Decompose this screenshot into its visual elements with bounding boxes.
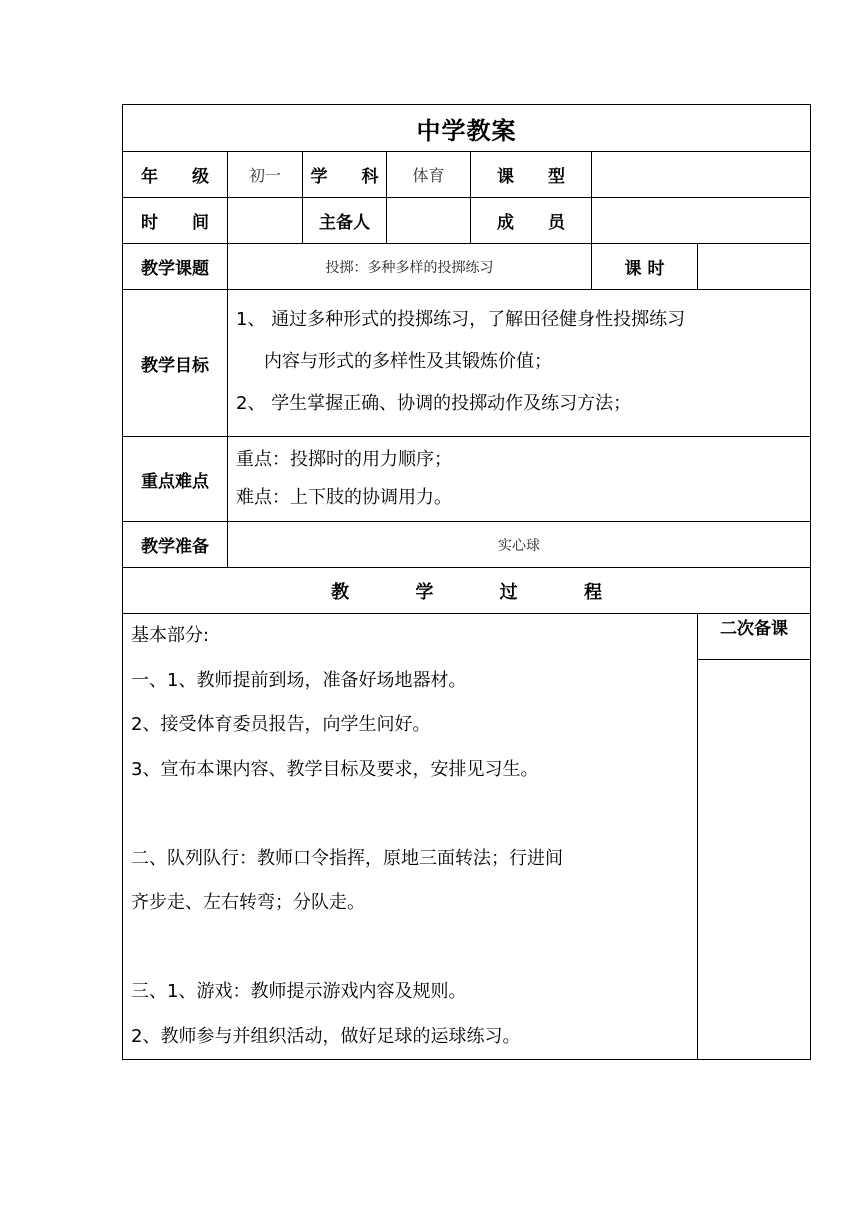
- lesson-type-value: [592, 152, 811, 198]
- process-line: 三、1、游戏：教师提示游戏内容及规则。: [131, 981, 467, 1002]
- members-value: [592, 198, 811, 244]
- lesson-type-label: 课 型: [471, 152, 592, 198]
- goals-content: [228, 290, 811, 437]
- hours-value: [698, 244, 811, 290]
- time-value: [228, 198, 303, 244]
- topic-label: 教学课题: [123, 244, 228, 290]
- second-prep-label: 二次备课: [698, 614, 810, 660]
- prep-value: 实心球: [228, 522, 811, 568]
- key-point: 重点：投掷时的用力顺序；: [236, 449, 452, 470]
- process-line: 2、接受体育委员报告，向学生问好。: [131, 714, 431, 735]
- time-label: 时 间: [123, 198, 228, 244]
- topic-value: 投掷：多种多样的投掷练习: [228, 244, 592, 290]
- process-line: [123, 926, 697, 971]
- goal-line-1-continued: 内容与形式的多样性及其锻炼价值；: [264, 351, 552, 372]
- grade-label: 年 级: [123, 152, 228, 198]
- key-points-label: 重点难点: [123, 437, 228, 522]
- process-line: 基本部分:: [131, 625, 210, 646]
- members-label: 成 员: [471, 198, 592, 244]
- grade-value: 初一: [228, 152, 303, 198]
- process-line: 齐步走、左右转弯；分队走。: [131, 892, 365, 913]
- process-heading-char: 程: [583, 581, 602, 603]
- process-line: 一、1、教师提前到场，准备好场地器材。: [131, 669, 467, 691]
- subject-label: 学 科: [303, 152, 387, 198]
- process-line: 3、宣布本课内容、教学目标及要求，安排见习生。: [131, 758, 539, 780]
- process-heading-char: 过: [499, 581, 518, 603]
- hours-label: 课 时: [592, 244, 698, 290]
- key-points-content: [228, 437, 811, 522]
- preparer-label: 主备人: [303, 198, 387, 244]
- process-line: [123, 792, 697, 837]
- process-line: 二、队列队行：教师口令指挥，原地三面转法；行进间: [131, 847, 563, 869]
- document-title: 中学教案: [123, 105, 811, 152]
- goals-label: 教学目标: [123, 290, 228, 437]
- difficulty-point: 难点：上下肢的协调用力。: [236, 487, 452, 508]
- process-heading-char: 学: [415, 581, 434, 603]
- subject-value: 体育: [387, 152, 471, 198]
- preparer-value: [387, 198, 471, 244]
- goal-line-1: 1、 通过多种形式的投掷练习，了解田径健身性投掷练习: [236, 309, 686, 330]
- goal-line-2: 2、 学生掌握正确、协调的投掷动作及练习方法；: [236, 393, 632, 414]
- process-heading: [123, 568, 811, 614]
- prep-label: 教学准备: [123, 522, 228, 568]
- lesson-plan-table: [122, 104, 811, 1060]
- process-heading-char: 教: [331, 581, 350, 603]
- process-body: [123, 614, 698, 1060]
- process-line: 2、教师参与并组织活动，做好足球的运球练习。: [131, 1025, 521, 1047]
- second-prep-column: [698, 614, 811, 1060]
